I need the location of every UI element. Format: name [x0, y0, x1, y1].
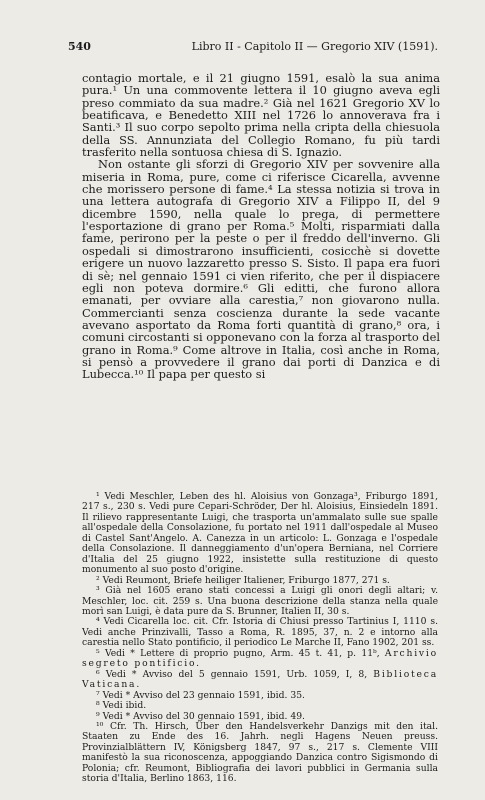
running-title: Libro II - Capitolo II — Gregorio XIV (1591).: [191, 40, 438, 53]
footnote: ¹ Vedi Meschler, Leben des hl. Aloisius von Gonzaga³, Friburgo 1891, 217 s., 230 s. Vedi pure Cepari-Schröder, Der hl. Aloisius, Einsiedeln 1891. Il rilievo rappresentante Luigi, che trasporta un'ammalato sulle sue spalle all'ospedale della Consolazione, fu portato nel 1911 dall'ospedale al Museo di Castel Sant'Angelo. A. Canezza in un articolo: L. Gonzaga e l'ospedale della Consolazione. Il danneggiamento d'un'opera Berniana, nel Corriere d'Italia del 25 giugno 1922, insistette sulla restituzione di questo monumento al suo posto d'origine.: [82, 491, 438, 576]
paragraph: Non ostante gli sforzi di Gregorio XIV per sovvenire alla miseria in Roma, pure, come ci riferisce Cicarella, avvenne che morissero persone di fame.⁴ La stessa notizia si trova in una lettera autografa di Gregorio XIV a Filippo II, del 9 dicembre 1590, nella quale lo prega, di permettere l'esportazione di grano per Roma.⁵ Molti, risparmiati dalla fame, perirono per la peste o per il freddo dell'inverno. Gli ospedali si dimostrarono insufficienti, cosicchè si dovette erigere un nuovo lazzaretto presso S. Sisto. Il papa era fuori di sè; nel gennaio 1591 ci vien riferito, che per il dispiacere egli non poteva dormire.⁶ Gli editti, che furono allora emanati, per ovviare alla carestia,⁷ non giovarono nulla. Commercianti senza coscienza durante la sede vacante avevano asportato da Roma forti quantità di grano,⁸ ora, i comuni circostanti si opponevano con la forza al trasporto del grano in Roma.⁹ Come altrove in Italia, così anche in Roma, si pensò a provvedere il grano dai porti di Danzica e di Lubecca.¹⁰ Il papa per questo si: [82, 157, 440, 382]
footnotes: [82, 492, 438, 785]
library-name: Biblioteca Vaticana.: [82, 668, 438, 691]
archive-name: Archivio segreto pontificio.: [82, 647, 438, 670]
footnote: ⁷ Vedi * Avviso del 23 gennaio 1591, ibid. 35.: [96, 689, 305, 701]
paragraph: contagio mortale, e il 21 giugno 1591, esalò la sua anima pura.¹ Un una commovente lettera il 10 giugno aveva egli preso commiato da sua madre.² Già nel 1621 Gregorio XV lo beatificava, e Benedetto XIII nel 1726 lo annoverava fra i Santi.³ Il suo corpo sepolto prima nella cripta della chiesuola della SS. Annunziata del Collegio Romano, fu più tardi trasferito nella sontuosa chiesa di S. Ignazio.: [82, 71, 440, 160]
main-text: [82, 72, 440, 381]
running-header: [68, 40, 438, 54]
footnote: ⁴ Vedi Cicarella loc. cit. Cfr. Istoria di Chiusi presso Tartinius I, 1110 s. Vedi anche Prinzivalli, Tasso a Roma, R. 1895, 37, n. 2 e intorno alla carestia nello Stato pontificio, il periodico Le Marche II, Fano 1902, 201 ss.: [82, 616, 438, 649]
footnote-text: ⁶ Vedi * Avviso del 5 gennaio 1591, Urb. 1059, I, 8,: [96, 668, 374, 680]
page-number: 540: [68, 40, 91, 53]
footnote: ³ Già nel 1605 erano stati concessi a Luigi gli onori degli altari; v. Meschler, loc. cit. 259 s. Una buona descrizione della stanza nella quale morì san Luigi, è data pure da S. Brunner, Italien II, 30 s.: [82, 585, 438, 617]
footnote-text: ⁵ Vedi * Lettere di proprio pugno, Arm. 45 t. 41, p. 11ᵇ,: [96, 647, 385, 659]
footnote: ² Vedi Reumont, Briefe heiliger Italiener, Friburgo 1877, 271 s.: [96, 574, 390, 586]
footnote: ¹⁰ Cfr. Th. Hirsch, Über den Handelsverkehr Danzigs mit den ital. Staaten zu Ende des 16. Jahrh. negli Hagens Neuen preuss. Provinzialblättern IV, Königsberg 1847, 97 s., 217 s. Clemente VIII manifestò la sua riconoscenza, appoggiando Danzica contro Sigismondo di Polonia; cfr. Reumont, Bibliografia dei lavori pubblici in Germania sulla storia d'Italia, Berlino 1863, 116.: [82, 720, 438, 785]
footnote: [82, 649, 438, 670]
footnote: ⁸ Vedi ibid.: [96, 700, 147, 712]
footnote: [82, 670, 438, 691]
footnote: ⁹ Vedi * Avviso del 30 gennaio 1591, ibid. 49.: [96, 710, 305, 722]
